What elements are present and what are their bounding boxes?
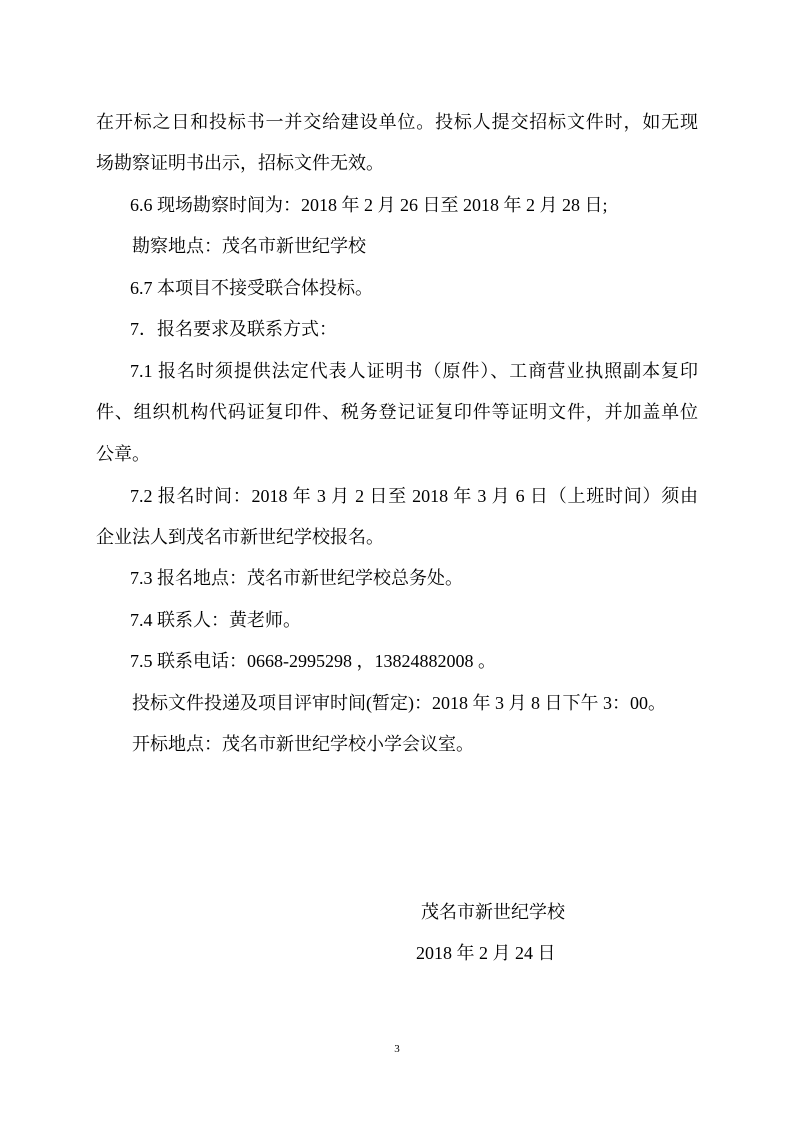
registration-time-line: 7.2 报名时间：2018 年 3 月 2 日至 2018 年 3 月 6 日（上班时间）须由 xyxy=(130,486,698,506)
requirements-line: 件、组织机构代码证复印件、税务登记证复印件等证明文件，并加盖单位 xyxy=(96,402,698,422)
registration-location-line: 7.3 报名地点：茂名市新世纪学校总务处。 xyxy=(130,568,463,588)
signature-organization: 茂名市新世纪学校 xyxy=(421,902,565,922)
page-number: 3 xyxy=(394,1043,400,1055)
opening-location-line: 开标地点：茂名市新世纪学校小学会议室。 xyxy=(132,734,474,754)
requirements-line: 7.1 报名时须提供法定代表人证明书（原件）、工商营业执照副本复印 xyxy=(130,361,698,381)
signature-date: 2018 年 2 月 24 日 xyxy=(416,943,556,963)
body-text-line: 场勘察证明书出示，招标文件无效。 xyxy=(96,153,384,173)
contact-phone-line: 7.5 联系电话：0668-2995298 ，13824882008 。 xyxy=(130,651,496,671)
registration-time-line: 企业法人到茂名市新世纪学校报名。 xyxy=(96,527,384,547)
inspection-location-line: 勘察地点：茂名市新世纪学校 xyxy=(132,236,366,256)
submission-time-line: 投标文件投递及项目评审时间(暂定)：2018 年 3 月 8 日下午 3：00。 xyxy=(132,693,666,713)
inspection-time-line: 6.6 现场勘察时间为：2018 年 2 月 26 日至 2018 年 2 月 28 日; xyxy=(130,195,608,215)
section-heading: 7．报名要求及联系方式： xyxy=(130,319,337,339)
joint-bid-line: 6.7 本项目不接受联合体投标。 xyxy=(130,278,373,298)
contact-person-line: 7.4 联系人：黄老师。 xyxy=(130,610,301,630)
body-text-line: 在开标之日和投标书一并交给建设单位。投标人提交招标文件时，如无现 xyxy=(96,112,698,132)
requirements-line: 公章。 xyxy=(96,444,150,464)
